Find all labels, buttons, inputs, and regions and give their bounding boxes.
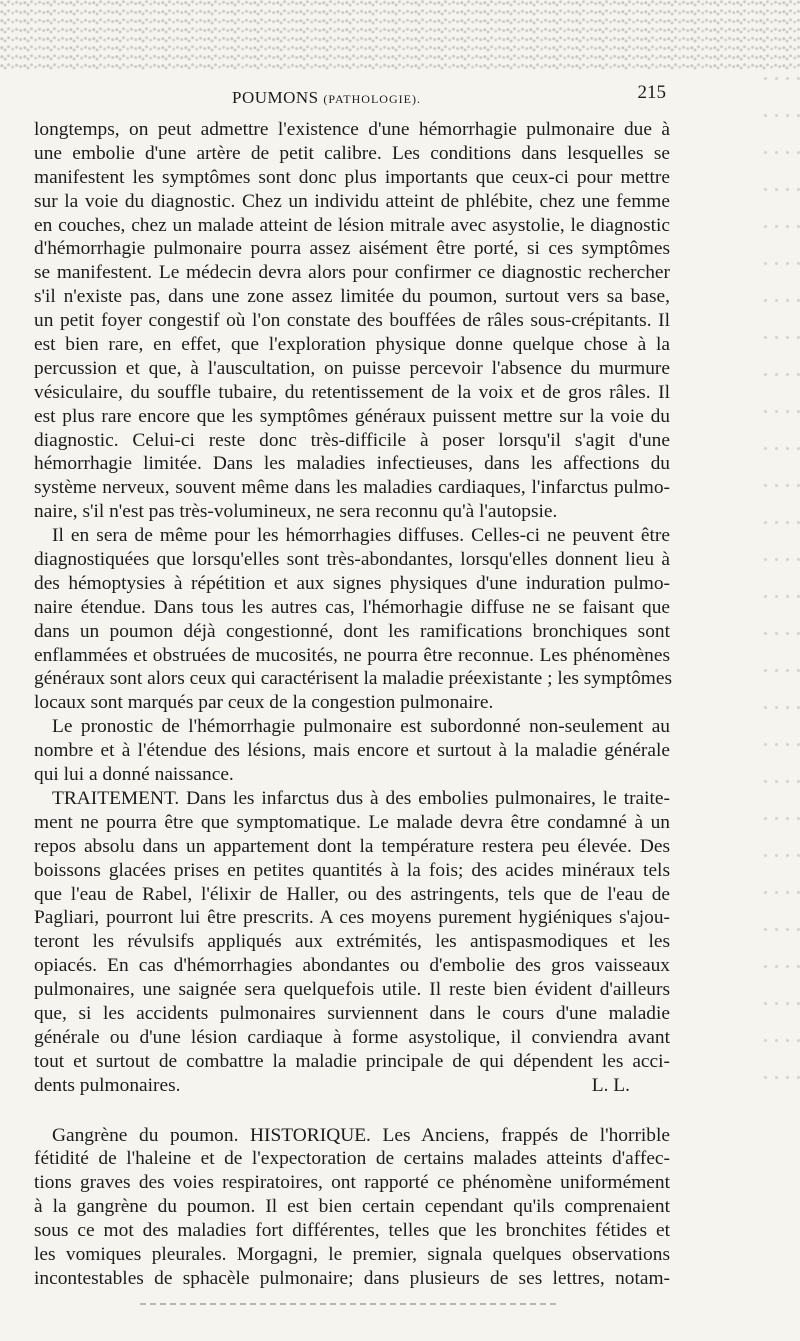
text-line: ment ne pourra être que symptomatique. Le malade devra être condamné à un [34, 811, 670, 833]
running-title [232, 88, 421, 108]
text-line: percussion et que, à l'auscultation, on puisse percevoir l'absence du murmure [34, 357, 670, 379]
scan-noise-right [760, 60, 800, 1110]
text-line: boissons glacées prises en petites quantités à la fois; des acides minéraux tels [34, 859, 670, 881]
text-line: se manifestent. Le médecin devra alors pour confirmer ce diagnostic rechercher [34, 262, 670, 284]
page-number: 215 [637, 82, 666, 103]
text-line: dans un poumon déjà congestionné, dont les ramifications bronchiques sont [34, 620, 670, 642]
text-line: hémorrhagie limitée. Dans les maladies infectieuses, dans les affections du [34, 453, 670, 475]
text-line: générale ou d'une lésion cardiaque à forme asystolique, il conviendra avant [34, 1026, 670, 1048]
running-title-sub: (PATHOLOGIE). [323, 92, 421, 106]
text-line: repos absolu dans un appartement dont la température restera peu élevée. Des [34, 835, 670, 857]
text-line: est bien rare, en effet, que l'exploration physique donne quelque chose à la [34, 334, 670, 356]
text-line: d'hémorrhagie pulmonaire pourra assez aisément être porté, si ces symptômes [34, 238, 670, 260]
text-line: dents pulmonaires. [34, 1074, 181, 1096]
text-line: enflammées et obstruées de mucosités, ne pourra être reconnue. Les phénomènes [34, 644, 670, 666]
text-line: manifestent les symptômes sont donc plus importants que ceux-ci pour mettre [34, 166, 670, 188]
text-line: locaux sont marqués par ceux de la congestion pulmonaire. [34, 692, 494, 714]
text-line: Le pronostic de l'hémorrhagie pulmonaire est subordonné non-seulement au [52, 716, 670, 738]
text-line: une embolie d'une artère de petit calibre. Les conditions dans lesquelles se [34, 142, 670, 164]
body-text [34, 118, 673, 1291]
text-line: généraux sont alors ceux qui caractérisent la maladie préexistante ; les symptômes [34, 668, 673, 690]
text-line: fétidité de l'haleine et de l'expectoration de certains malades atteints d'affec- [34, 1148, 670, 1170]
text-line: nombre et à l'étendue des lésions, mais encore et surtout à la maladie générale [34, 740, 670, 762]
text-line: sous ce mot des maladies fort différentes, telles que les bronchites fétides et [34, 1220, 670, 1242]
text-line: à la gangrène du poumon. Il est bien certain cependant qu'ils comprenaient [34, 1196, 670, 1218]
text-line: qui lui a donné naissance. [34, 764, 234, 786]
text-line: diagnostic. Celui-ci reste donc très-difficile à poser lorsqu'il s'agit d'une [34, 429, 670, 451]
text-line: un petit foyer congestif où l'on constate des bouffées de râles sous-crépitants. Il [34, 310, 670, 332]
text-line: tout et surtout de combattre la maladie principale de qui dépendent les acci- [34, 1050, 670, 1072]
text-line-with-signature [34, 1074, 670, 1098]
text-line: sur la voie du diagnostic. Chez un individu atteint de phlébite, chez une femme [34, 190, 670, 212]
text-line: en couches, chez un malade atteint de lésion mitrale avec asystolie, le diagnostic [34, 214, 670, 236]
running-title-main: POUMONS [232, 88, 319, 107]
text-line: diagnostiquées que lorsqu'elles sont très-abondantes, lorsqu'elles donnent lieu à [34, 549, 670, 571]
bottom-bleed-through [140, 1303, 560, 1305]
text-line: teront les révulsifs appliqués aux extrémités, les antispasmodiques et les [34, 931, 670, 953]
text-line: TRAITEMENT. Dans les infarctus dus à des embolies pulmonaires, le traite- [52, 787, 670, 809]
text-line: longtemps, on peut admettre l'existence d'une hémorrhagie pulmonaire due à [34, 119, 670, 140]
text-line: Il en sera de même pour les hémorrhagies diffuses. Celles-ci ne peuvent être [52, 525, 670, 547]
text-line: des hémoptysies à répétition et aux signes physiques d'une induration pulmo- [34, 572, 670, 594]
signature: L. L. [591, 1074, 630, 1096]
scan-noise-top [0, 0, 800, 70]
text-line: pulmonaires, une saignée sera quelquefois utile. Il reste bien évident d'ailleurs [34, 979, 670, 1001]
text-line: naire étendue. Dans tous les autres cas, l'hémorhagie diffuse ne se faisant que [34, 596, 670, 618]
text-line: que, si les accidents pulmonaires surviennent dans le cours d'une maladie [34, 1002, 670, 1024]
text-line: tions graves des voies respiratoires, ont rapporté ce phénomène uniformément [34, 1172, 670, 1194]
text-line: Pagliari, pourront lui être prescrits. A ces moyens purement hygiéniques s'ajou- [34, 907, 670, 929]
text-line: système nerveux, souvent même dans les maladies cardiaques, l'infarctus pulmo- [34, 477, 670, 499]
text-line: que l'eau de Rabel, l'élixir de Haller, ou des astringents, tels que de l'eau de [34, 883, 670, 905]
page-header [36, 82, 666, 116]
text-line: les vomiques pleurales. Morgagni, le premier, signala quelques observations [34, 1243, 670, 1265]
section-gap [34, 1098, 670, 1124]
text-line: est plus rare encore que les symptômes généraux puissent mettre sur la voie du [34, 405, 670, 427]
text-line: s'il n'existe pas, dans une zone assez limitée du poumon, surtout vers sa base, [34, 286, 670, 308]
text-line: incontestables de sphacèle pulmonaire; dans plusieurs de ses lettres, notam- [34, 1267, 670, 1289]
text-line: naire, s'il n'est pas très-volumineux, ne sera reconnu qu'à l'autopsie. [34, 501, 558, 523]
text-line: vésiculaire, du souffle tubaire, du retentissement de la voix et de gros râles. Il [34, 381, 670, 403]
text-line-section-heading: Gangrène du poumon. HISTORIQUE. Les Anciens, frappés de l'horrible [52, 1124, 670, 1146]
text-line: opiacés. En cas d'hémorrhagies abondantes ou d'embolie des gros vaisseaux [34, 955, 670, 977]
